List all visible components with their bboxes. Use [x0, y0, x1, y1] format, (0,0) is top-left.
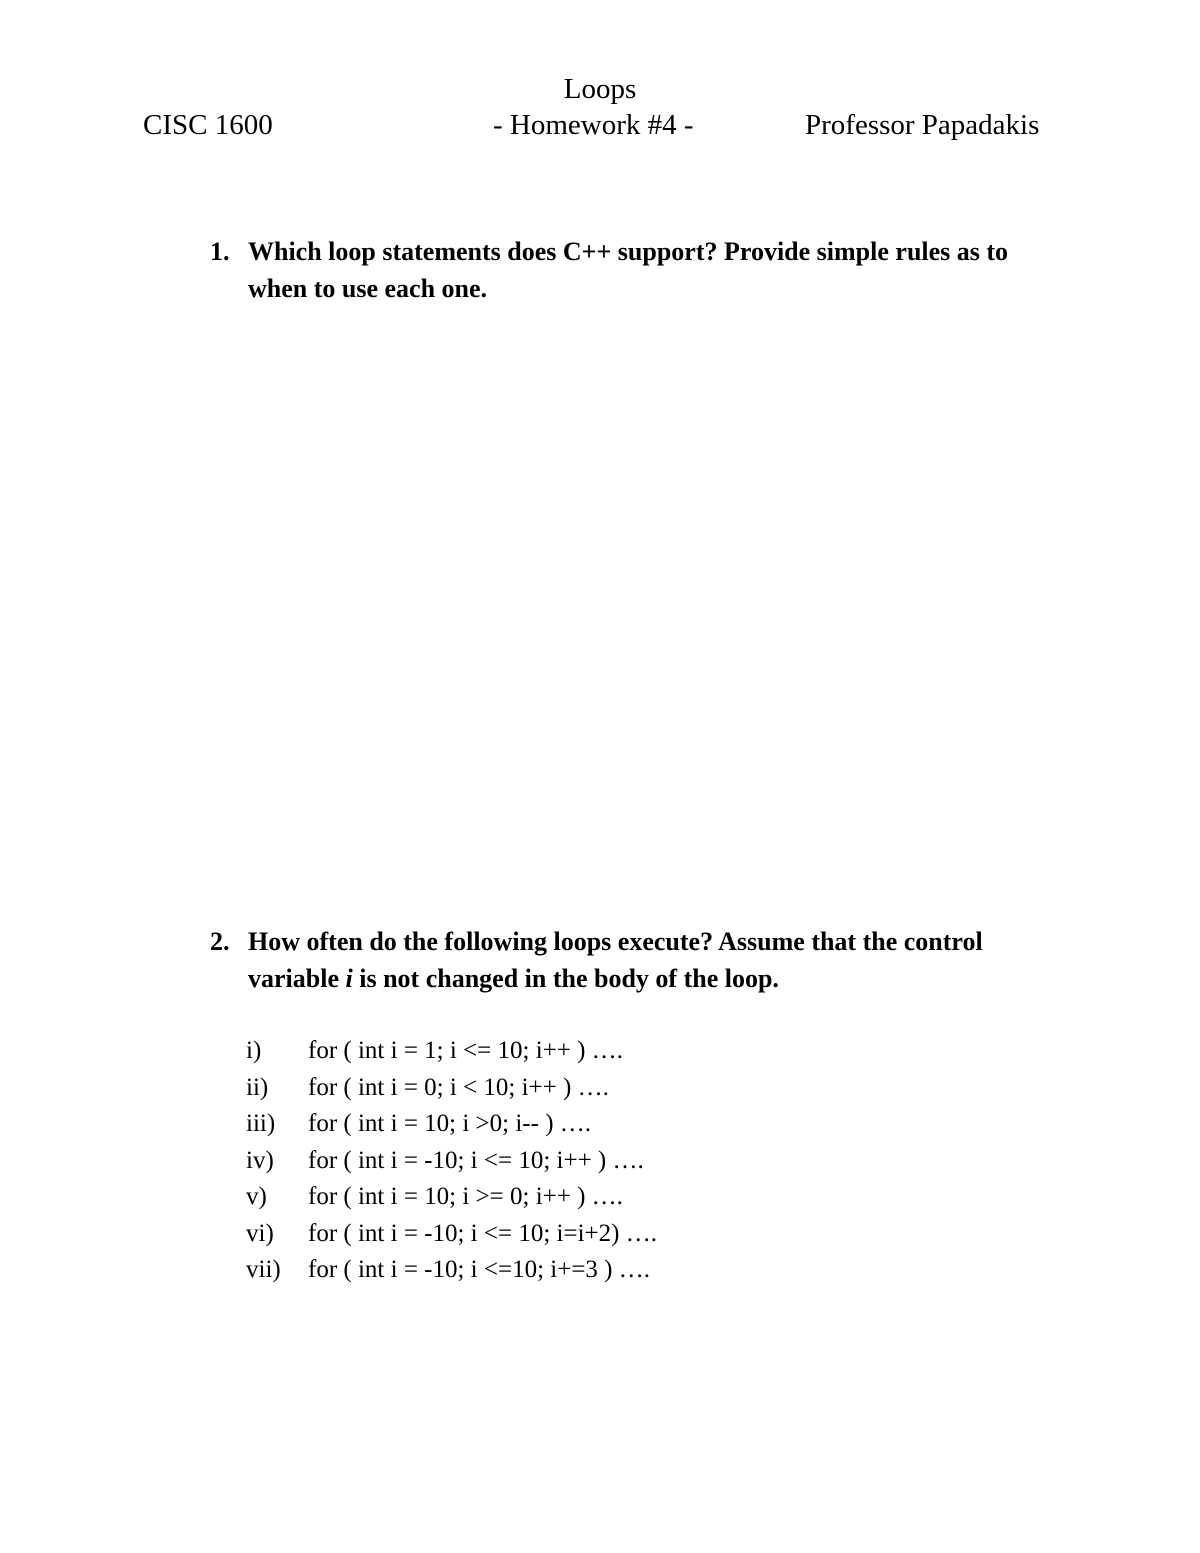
page-title: Loops	[563, 73, 637, 105]
question-1	[210, 233, 1070, 307]
control-variable: i	[345, 964, 353, 993]
loop-code: for ( int i = -10; i <= 10; i++ ) ….	[308, 1146, 644, 1174]
loop-label: iv)	[246, 1146, 274, 1174]
question-number: 1.	[210, 237, 230, 266]
instructor-name: Professor Papadakis	[805, 109, 1040, 141]
loop-code: for ( int i = -10; i <= 10; i=i+2) ….	[308, 1219, 657, 1247]
question-text-part: is not changed in the body of the loop.	[352, 964, 779, 993]
course-code: CISC 1600	[143, 109, 273, 141]
question-number: 2.	[210, 927, 230, 956]
loop-label: ii)	[246, 1073, 269, 1101]
question-text: Which loop statements does C++ support? Provide simple rules as to when to use each one.	[248, 237, 1009, 303]
loop-label: vi)	[246, 1219, 274, 1247]
loop-label: vii)	[246, 1256, 281, 1283]
question-text-part: How often do the following loops execute? Assume that the control variable	[248, 927, 983, 993]
loop-code: for ( int i = 10; i >0; i-- ) ….	[308, 1110, 592, 1137]
loop-label: i)	[246, 1037, 262, 1064]
loop-label: iii)	[246, 1110, 276, 1137]
loop-code: for ( int i = 1; i <= 10; i++ ) ….	[308, 1037, 623, 1064]
loop-label: v)	[246, 1183, 267, 1210]
question-2	[210, 923, 1070, 997]
question-text	[248, 923, 1070, 997]
assignment-label: - Homework #4 -	[493, 109, 694, 141]
loop-code: for ( int i = -10; i <=10; i+=3 ) ….	[308, 1256, 650, 1283]
loop-code: for ( int i = 0; i < 10; i++ ) ….	[308, 1073, 609, 1101]
loop-code: for ( int i = 10; i >= 0; i++ ) ….	[308, 1183, 623, 1210]
